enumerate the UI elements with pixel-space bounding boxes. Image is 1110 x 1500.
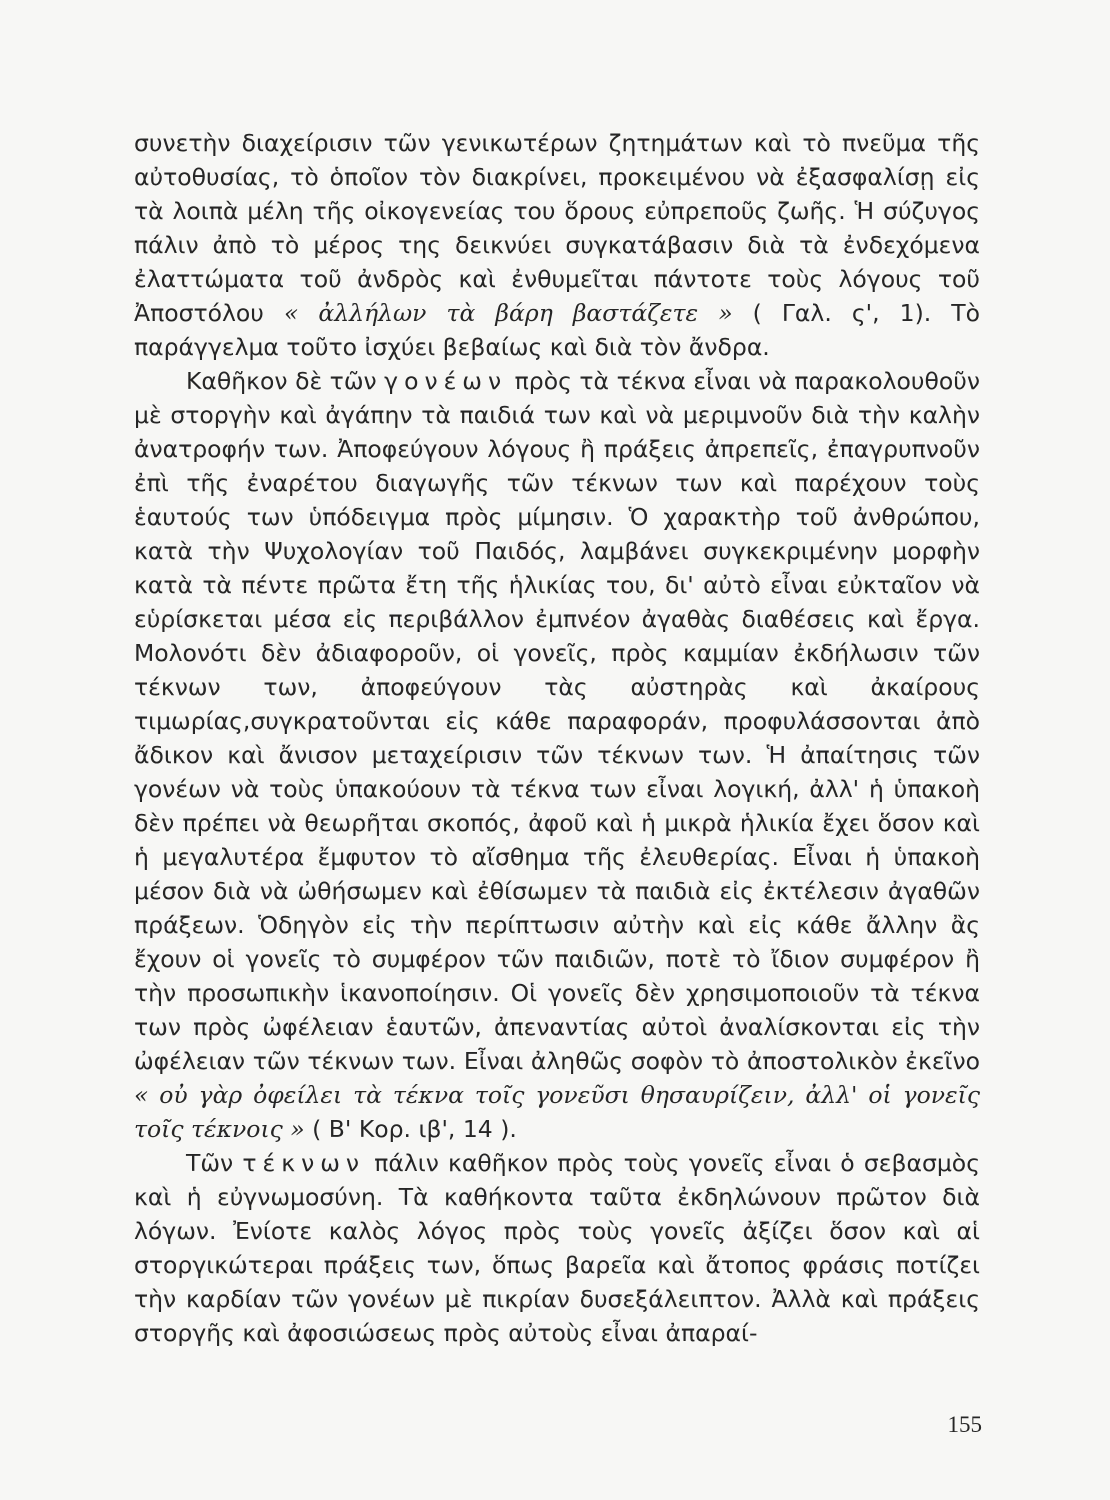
italic-quote: « οὐ γὰρ ὀφείλει τὰ τέκνα τοῖς γονεῦσι θησαυρίζειν, ἀλλ' οἱ γονεῖς τοῖς τέκνοις » [134,1081,980,1143]
paragraph-parents-duty [134,364,980,1146]
spaced-emphasis: γονέων [384,367,508,395]
spaced-emphasis: τέκνων [242,1149,366,1177]
text-run: Καθῆκον δὲ τῶν [186,367,385,395]
paragraph-children-duty [134,1146,980,1350]
text-run: ( Γαλ. ς', 1). Τὸ παράγγελμα τοῦτο ἰσχύει βεβαίως καὶ διὰ τὸν ἄνδρα. [134,299,980,361]
text-run: πάλιν καθῆκον πρὸς τοὺς γονεῖς εἶναι ὁ σεβασμὸς καὶ ἡ εὐγνωμοσύνη. Τὰ καθήκοντα ταῦτα ἐκδηλώνουν πρῶτον διὰ λόγων. Ἐνίοτε καλὸς λόγος πρὸς τοὺς γονεῖς ἀξίζει ὅσον καὶ αἱ στοργικώτεραι πράξεις των, ὅπως βαρεῖα καὶ ἄτοπος φράσις ποτίζει τὴν καρδίαν τῶν γονέων μὲ πικρίαν δυσεξάλειπτον. Ἀλλὰ καὶ πράξεις στοργῆς καὶ ἀφοσιώσεως πρὸς αὐτοὺς εἶναι ἀπαραί- [134,1149,980,1347]
page-number: 155 [947,1412,982,1437]
paragraph-spouses [134,126,980,364]
text-run: πρὸς τὰ τέκνα εἶναι νὰ παρακολουθοῦν μὲ στοργὴν καὶ ἀγάπην τὰ παιδιά των καὶ νὰ μεριμνοῦν διὰ τὴν καλὴν ἀνατροφήν των. Ἀποφεύγουν λόγους ἢ πράξεις ἀπρεπεῖς, ἐπαγρυπνοῦν ἐπὶ τῆς ἐναρέτου διαγωγῆς τῶν τέκνων των καὶ παρέχουν τοὺς ἑαυτούς των ὑπόδειγμα πρὸς μίμησιν. Ὁ χαρακτὴρ τοῦ ἀνθρώπου, κατὰ τὴν Ψυχολογίαν τοῦ Παιδός, λαμβάνει συγκεκριμένην μορφὴν κατὰ τὰ πέντε πρῶτα ἔτη τῆς ἡλικίας του, δι' αὐτὸ εἶναι εὐκταῖον νὰ εὑρίσκεται μέσα εἰς περιβάλλον ἐμπνέον ἀγαθὰς διαθέσεις καὶ ἔργα. Μολονότι δὲν ἀδιαφοροῦν, οἱ γονεῖς, πρὸς καμμίαν ἐκδήλωσιν τῶν τέκνων των, ἀποφεύγουν τὰς αὐστηρὰς καὶ ἀκαίρους τιμωρίας,συγκρατοῦνται εἰς κάθε παραφοράν, προφυλάσσονται ἀπὸ ἄδικον καὶ ἄνισον μεταχείρισιν τῶν τέκνων των. Ἡ ἀπαίτησις τῶν γονέων νὰ τοὺς ὑπακούουν τὰ τέκνα των εἶναι λογική, ἀλλ' ἡ ὑπακοὴ δὲν πρέπει νὰ θεωρῆται σκοπός, ἀφοῦ καὶ ἡ μικρὰ ἡλικία ἔχει ὅσον καὶ ἡ μεγαλυτέρα ἔμφυτον τὸ αἴσθημα τῆς ἐλευθερίας. Εἶναι ἡ ὑπακοὴ μέσον διὰ νὰ ὠθήσωμεν καὶ ἐθίσωμεν τὰ παιδιὰ εἰς ἐκτέλεσιν ἀγαθῶν πράξεων. Ὁδηγὸν εἰς τὴν περίπτωσιν αὐτὴν καὶ εἰς κάθε ἄλλην ἂς ἔχουν οἱ γονεῖς τὸ συμφέρον τῶν παιδιῶν, ποτὲ τὸ ἴδιον συμφέρον ἢ τὴν προσωπικὴν ἱκανοποίησιν. Οἱ γονεῖς δὲν χρησιμοποιοῦν τὰ τέκνα των πρὸς ὠφέλειαν ἑαυτῶν, ἀπεναντίας αὐτοὶ ἀναλίσκονται εἰς τὴν ὠφέλειαν τῶν τέκνων των. Εἶναι ἀληθῶς σοφὸν τὸ ἀποστολικὸν ἐκεῖνο [134,367,980,1075]
text-run: ( Β' Κορ. ιβ', 14 ). [304,1115,517,1143]
text-run: Τῶν [186,1149,243,1177]
italic-quote: « ἀλλήλων τὰ βάρη βαστάζετε » [283,299,733,327]
body-text [134,126,980,1350]
text-run: συνετὴν διαχείρισιν τῶν γενικωτέρων ζητημάτων καὶ τὸ πνεῦμα τῆς αὐτοθυσίας, τὸ ὁποῖον τὸν διακρίνει, προκειμένου νὰ ἐξασφαλίσῃ εἰς τὰ λοιπὰ μέλη τῆς οἰκογενείας του ὅρους εὐπρεποῦς ζωῆς. Ἡ σύζυγος πάλιν ἀπὸ τὸ μέρος της δεικνύει συγκατάβασιν διὰ τὰ ἐνδεχόμενα ἐλαττώματα τοῦ ἀνδρὸς καὶ ἐνθυμεῖται πάντοτε τοὺς λόγους τοῦ Ἀποστόλου [134,129,980,327]
